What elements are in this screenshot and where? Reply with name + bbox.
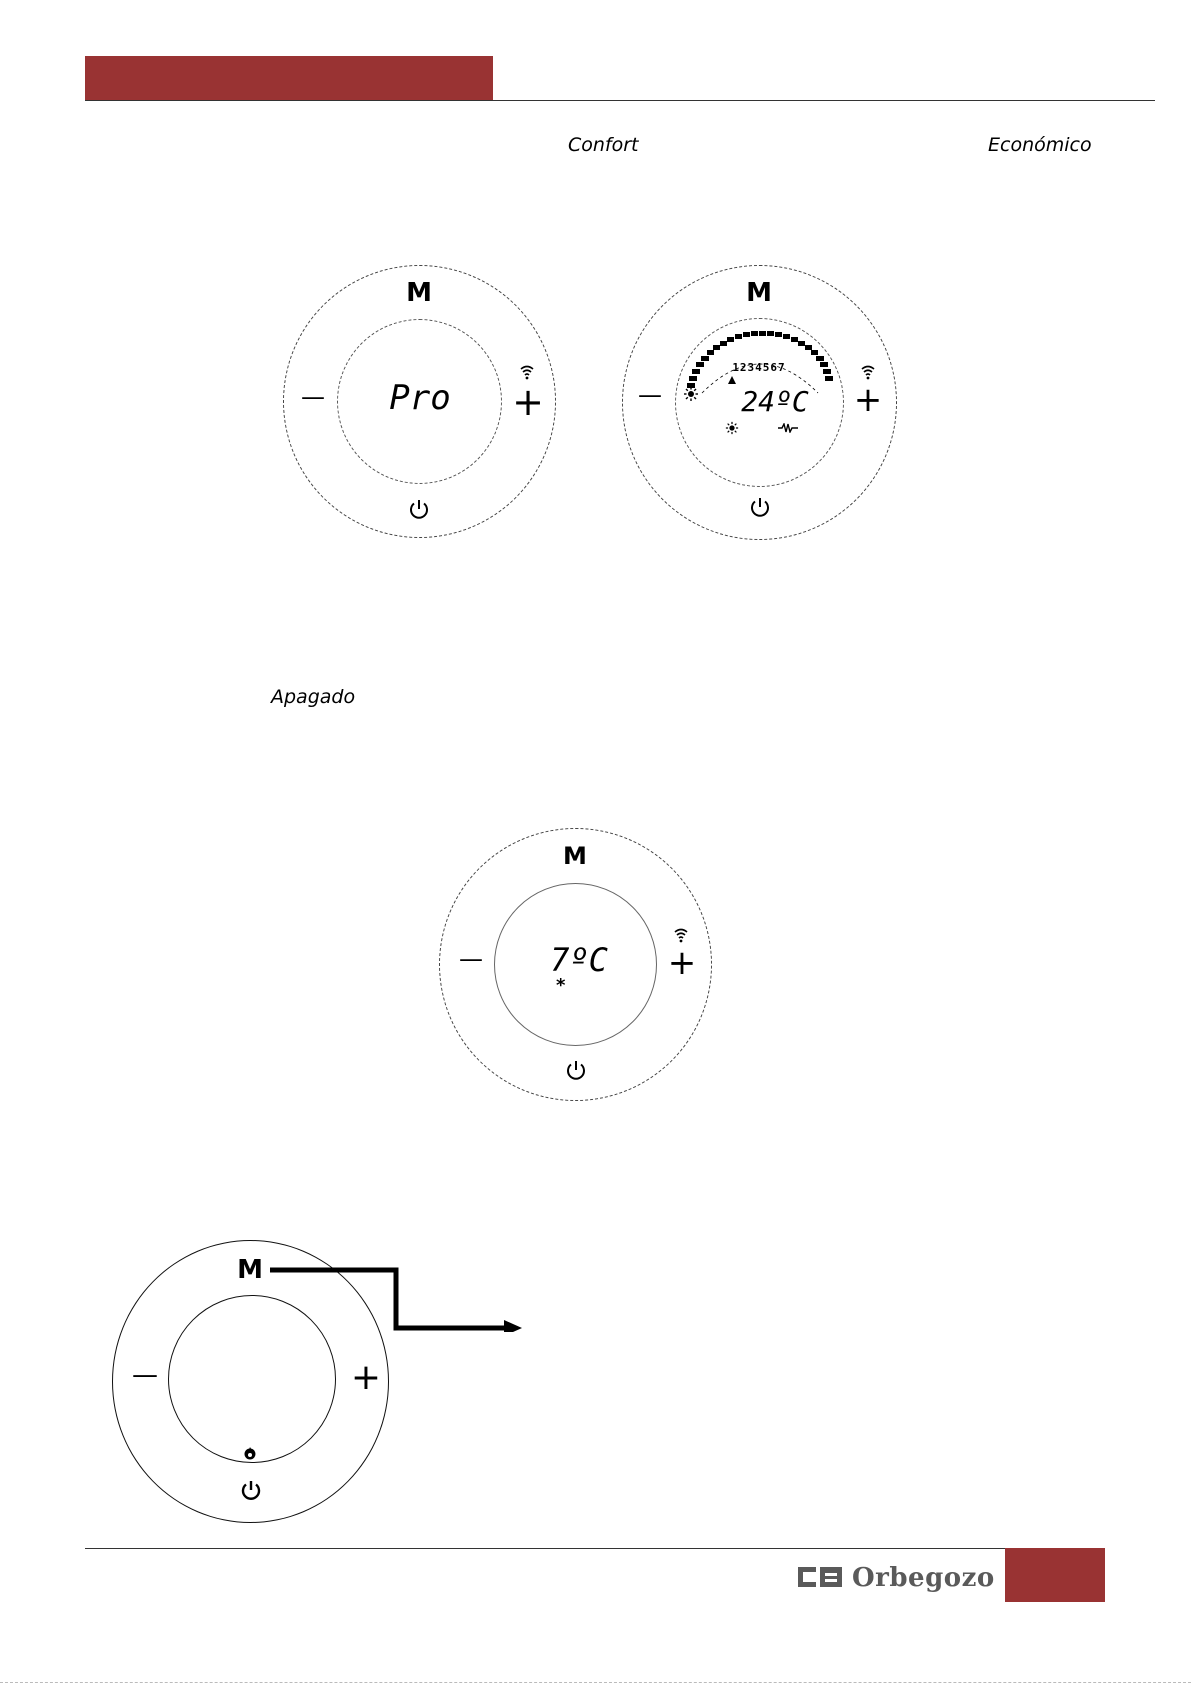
frost-icon: * xyxy=(556,975,566,996)
mode-button[interactable]: M xyxy=(563,842,587,870)
power-icon[interactable] xyxy=(564,1058,588,1082)
plus-button[interactable]: + xyxy=(853,380,883,420)
mode-button[interactable]: M xyxy=(746,278,772,308)
sun-icon xyxy=(683,386,699,402)
lcd-display: 24ºC xyxy=(741,385,809,418)
power-icon[interactable] xyxy=(407,497,431,521)
footer-rule xyxy=(85,1548,1005,1549)
callout-arrow xyxy=(268,1262,528,1332)
header-rule xyxy=(85,100,1155,101)
lcd-display: Pro xyxy=(389,378,451,418)
label-confort: Confort xyxy=(568,134,639,156)
plus-button[interactable]: + xyxy=(350,1357,382,1398)
day-numbers: 1234567 xyxy=(732,361,786,374)
flame-icon xyxy=(243,1445,257,1461)
lcd-display: 7ºC xyxy=(550,941,608,979)
wifi-icon xyxy=(860,364,876,380)
minus-button[interactable]: — xyxy=(132,1360,158,1390)
label-economico: Económico xyxy=(988,134,1092,156)
brand-logo-icon xyxy=(798,1565,842,1589)
minus-button[interactable]: — xyxy=(301,383,325,411)
control-panel-off xyxy=(439,828,712,1101)
mode-button[interactable]: M xyxy=(237,1255,263,1285)
minus-button[interactable]: — xyxy=(638,381,662,409)
control-panel-program xyxy=(622,265,897,540)
sun-icon xyxy=(725,421,739,435)
brand-name: Orbegozo xyxy=(852,1563,995,1593)
header-accent-bar xyxy=(85,56,493,100)
bottom-edge xyxy=(0,1682,1191,1683)
wifi-icon xyxy=(519,364,535,380)
minus-button[interactable]: — xyxy=(459,945,483,973)
mode-button[interactable]: M xyxy=(406,278,432,308)
footer-accent-bar xyxy=(1005,1548,1105,1602)
wifi-icon xyxy=(673,927,689,943)
label-apagado: Apagado xyxy=(271,686,356,708)
moon-icon xyxy=(685,404,699,420)
power-icon[interactable] xyxy=(239,1478,263,1502)
power-icon[interactable] xyxy=(748,495,772,519)
control-panel-pro xyxy=(283,265,556,538)
plus-button[interactable]: + xyxy=(512,380,544,424)
plus-button[interactable]: + xyxy=(667,943,697,983)
heating-element-icon xyxy=(778,423,798,433)
day-indicator-icon xyxy=(727,375,737,385)
